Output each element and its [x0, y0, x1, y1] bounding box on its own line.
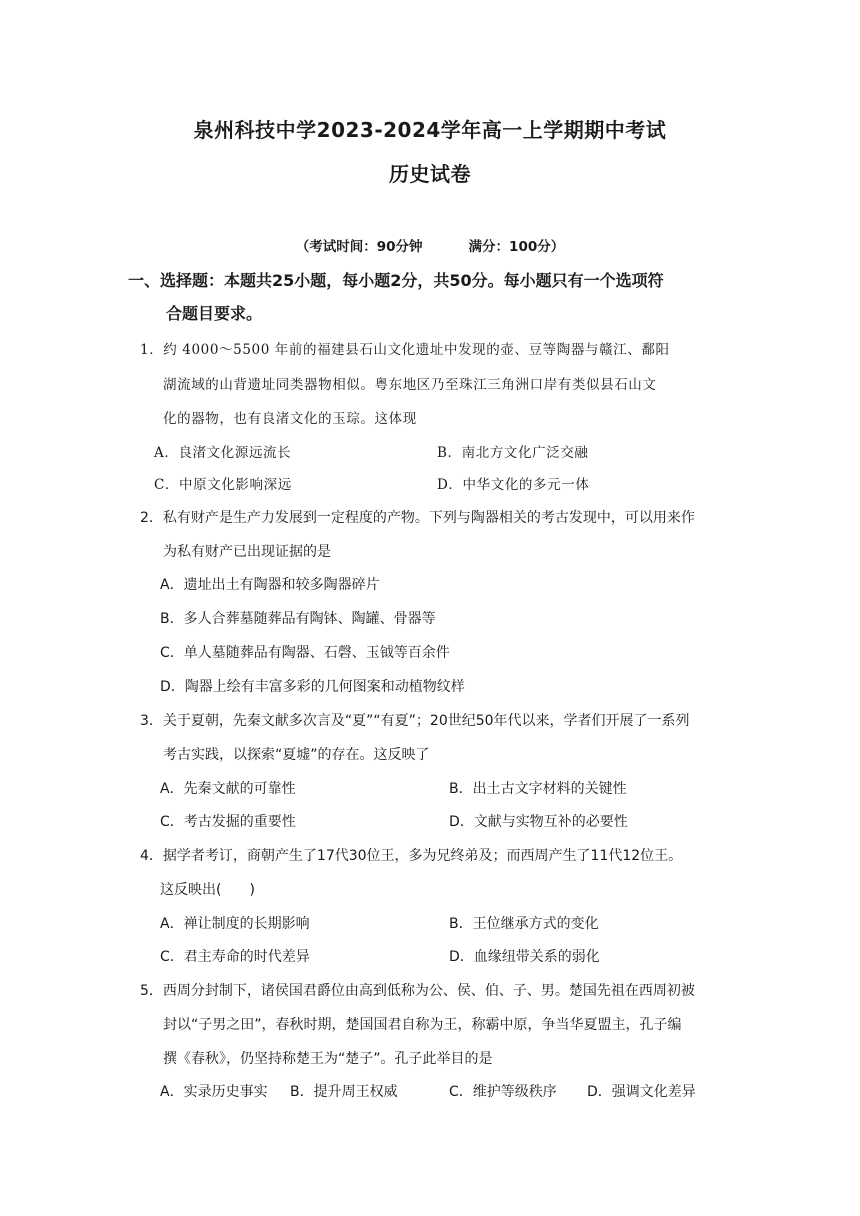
- question-stem-line: 4．据学者考订，商朝产生了17代30位王，多为兄终弟及；而西周产生了11代12位王。: [140, 848, 683, 864]
- option-d: D．文献与实物互补的必要性: [449, 814, 628, 830]
- time-limit: （考试时间：90分钟: [295, 239, 423, 255]
- option-b: B．出土古文字材料的关键性: [449, 781, 627, 797]
- question-stem-line: 1．约 4000～5500 年前的福建县石山文化遗址中发现的壶、豆等陶器与赣江、鄱阳: [140, 342, 670, 358]
- option-a: A．遗址出土有陶器和较多陶器碎片: [160, 577, 380, 593]
- option-c: C．君主寿命的时代差异: [160, 949, 310, 965]
- option-a: A．禅让制度的长期影响: [160, 916, 310, 932]
- exam-time-info: [0, 235, 860, 255]
- option-b: B．提升周王权威: [290, 1084, 398, 1100]
- question-stem-line: 5．西周分封制下，诸侯国君爵位由高到低称为公、侯、伯、子、男。楚国先祖在西周初被: [140, 983, 695, 999]
- option-b: B．王位继承方式的变化: [449, 916, 599, 932]
- option-c: C．单人墓随葬品有陶器、石磬、玉钺等百余件: [160, 645, 450, 661]
- option-b: B．多人合葬墓随葬品有陶钵、陶罐、骨器等: [160, 611, 436, 627]
- option-d: D．血缘纽带关系的弱化: [449, 949, 600, 965]
- exam-subject: 历史试卷: [389, 162, 471, 186]
- option-d: D．中华文化的多元一体: [437, 477, 590, 493]
- question-stem-line: 为私有财产已出现证据的是: [163, 544, 331, 560]
- exam-title: 泉州科技中学2023-2024学年高一上学期期中考试: [193, 118, 667, 142]
- question-stem-line: 考古实践，以探索“夏墟”的存在。这反映了: [163, 747, 430, 763]
- question-stem-line: 湖流域的山背遗址同类器物相似。粤东地区乃至珠江三角洲口岸有类似县石山文: [163, 377, 657, 393]
- option-a: A．良渚文化源远流长: [154, 445, 292, 461]
- question-stem-line: 这反映出( ): [160, 882, 255, 898]
- question-stem-line: 2．私有财产是生产力发展到一定程度的产物。下列与陶器相关的考古发现中，可以用来作: [140, 510, 695, 526]
- question-stem-line: 3．关于夏朝，先秦文献多次言及“夏”“有夏”；20世纪50年代以来，学者们开展了一系列: [140, 713, 690, 729]
- option-c: C．考古发掘的重要性: [160, 814, 296, 830]
- section-heading-cont: 合题目要求。: [166, 304, 263, 323]
- option-d: D．强调文化差异: [587, 1084, 696, 1100]
- option-b: B．南北方文化广泛交融: [437, 445, 589, 461]
- option-c: C．中原文化影响深远: [154, 477, 292, 493]
- question-stem-line: 封以“子男之田”，春秋时期，楚国国君自称为王，称霸中原，争当华夏盟主，孔子编: [163, 1017, 682, 1033]
- option-a: A．实录历史事实: [160, 1084, 268, 1100]
- option-a: A．先秦文献的可靠性: [160, 781, 296, 797]
- option-c: C．维护等级秩序: [449, 1084, 557, 1100]
- section-heading: 一、选择题：本题共25小题，每小题2分，共50分。每小题只有一个选项符: [128, 271, 664, 290]
- question-stem-line: 撰《春秋》，仍坚持称楚王为“楚子”。孔子此举目的是: [163, 1051, 493, 1067]
- full-score: 满分：100分）: [468, 239, 565, 255]
- question-stem-line: 化的器物，也有良渚文化的玉琮。这体现: [163, 411, 417, 427]
- option-d: D．陶器上绘有丰富多彩的几何图案和动植物纹样: [160, 679, 465, 695]
